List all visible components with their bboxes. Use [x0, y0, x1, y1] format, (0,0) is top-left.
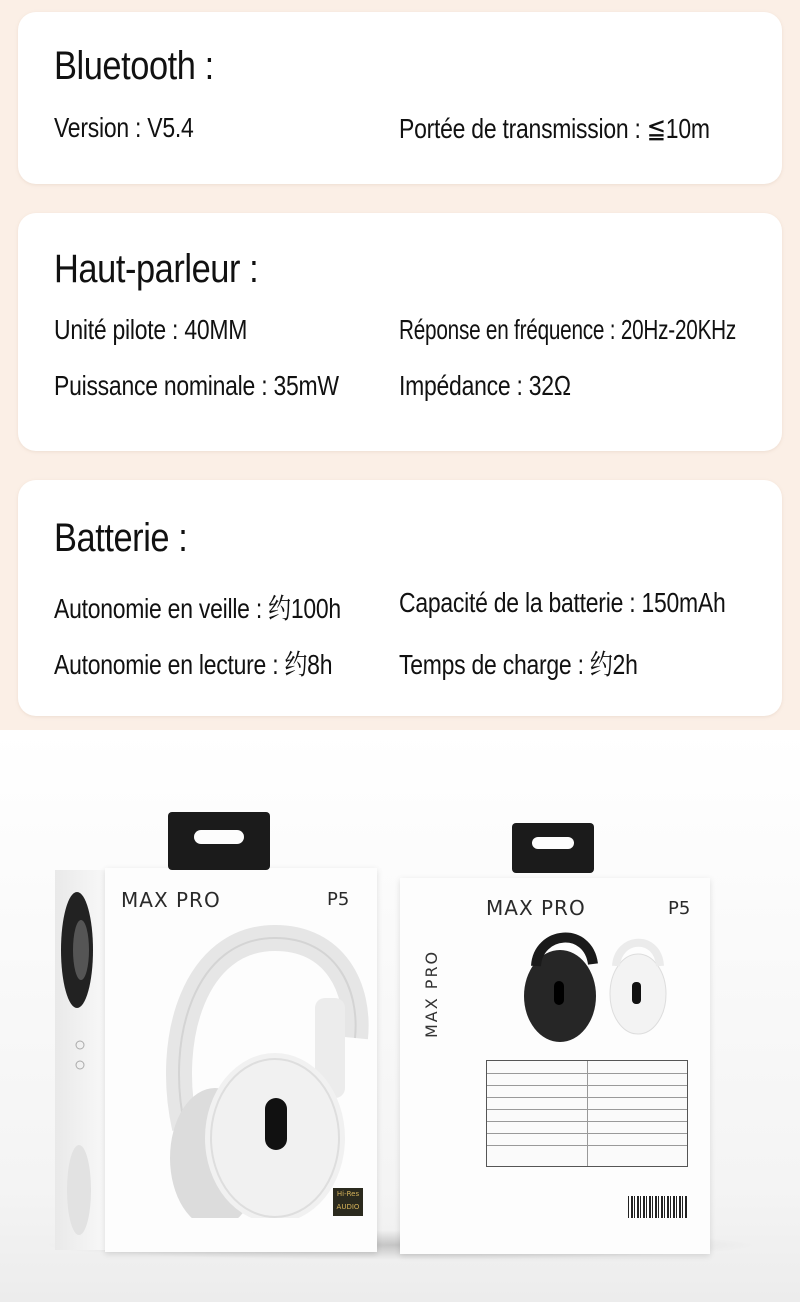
packaging-photo: [0, 730, 800, 1302]
speaker-impedance: Impédance : 32Ω: [399, 370, 571, 401]
badge-line2: AUDIO: [336, 1203, 360, 1211]
dual-headphones-icon: [518, 926, 678, 1046]
bluetooth-title: Bluetooth :: [54, 44, 214, 88]
back-box: [400, 878, 710, 1254]
battery-capacity: Capacité de la batterie : 150mAh: [399, 587, 726, 618]
front-brand: MAX PRO: [121, 888, 221, 912]
speaker-frequency: Réponse en fréquence : 20Hz-20KHz: [399, 314, 737, 345]
battery-card: [18, 480, 782, 716]
white-headphone-icon: [155, 918, 375, 1218]
battery-charge: Temps de charge : 约2h: [399, 649, 638, 680]
barcode: [628, 1196, 688, 1218]
hi-res-badge: [333, 1188, 363, 1216]
speaker-power: Puissance nominale : 35mW: [54, 370, 339, 401]
battery-standby: Autonomie en veille : 约100h: [54, 593, 341, 624]
side-text: MAX PRO: [422, 949, 441, 1038]
battery-playback: Autonomie en lecture : 约8h: [54, 649, 333, 680]
spec-table: [486, 1060, 688, 1167]
speaker-title: Haut-parleur :: [54, 247, 259, 291]
front-box: [105, 868, 377, 1252]
back-model: P5: [668, 898, 691, 919]
bluetooth-version: Version : V5.4: [54, 112, 194, 143]
bluetooth-card: [18, 12, 782, 184]
front-hanger: [168, 812, 270, 870]
back-brand: MAX PRO: [486, 896, 586, 920]
bluetooth-range: Portée de transmission : ≦10m: [399, 113, 710, 144]
side-headphone-icon: [55, 870, 105, 1250]
front-model: P5: [327, 889, 350, 910]
battery-title: Batterie :: [54, 516, 188, 560]
speaker-driver: Unité pilote : 40MM: [54, 314, 248, 345]
badge-line1: Hi-Res: [336, 1190, 360, 1198]
speaker-card: [18, 213, 782, 451]
back-hanger: [512, 823, 594, 873]
front-box-side: [55, 870, 105, 1250]
